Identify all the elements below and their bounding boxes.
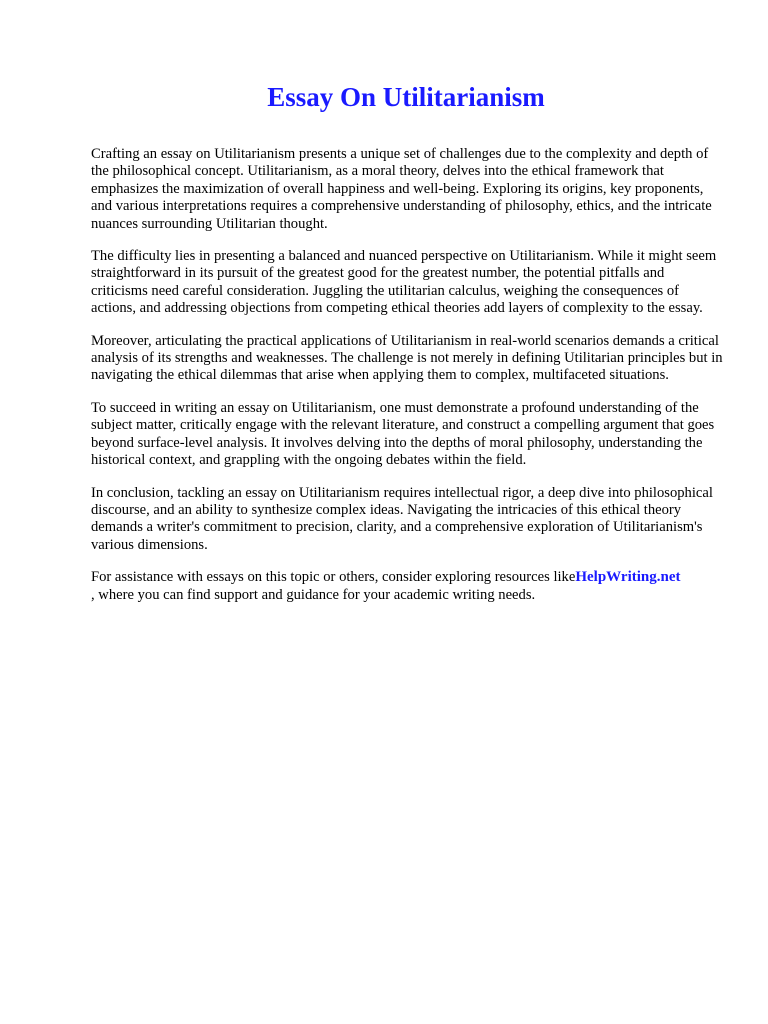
paragraph-difficulty: The difficulty lies in presenting a balanced and nuanced perspective on Utilitarianism. While it might seem straightforward in its pursuit of the greatest good for the greatest number, the potential pitfalls and criticisms need careful consideration. Juggling the utilitarian calculus, weighing the consequences of actions, and addressing objections from competing ethical theories add layers of complexity to the essay. (91, 248, 717, 317)
paragraph-conclusion: In conclusion, tackling an essay on Utilitarianism requires intellectual rigor, a deep dive into philosophical discourse, and an ability to synthesize complex ideas. Navigating the intricacies of this ethical theory demands a writer's commitment to precision, clarity, and a comprehensive exploration of Utilitarianism's various dimensions. (91, 484, 713, 553)
paragraph-applications: Moreover, articulating the practical applications of Utilitarianism in real-world scenarios demands a critical analysis of its strengths and weaknesses. The challenge is not merely in defining Utilitarian principles but in navigating the ethical dilemmas that arise when applying them to complex, multifaceted situations. (91, 332, 723, 384)
closing-text-after-link: , where you can find support and guidance for your academic writing needs. (91, 586, 536, 603)
document-title: Essay On Utilitarianism (267, 82, 545, 112)
paragraph-success: To succeed in writing an essay on Utilitarianism, one must demonstrate a profound understanding of the subject matter, critically engage with the relevant literature, and construct a compelling argument that goes beyond surface-level analysis. It involves delving into the depths of moral philosophy, understanding the historical context, and grappling with the ongoing debates within the field. (91, 399, 715, 469)
document-body (91, 146, 723, 619)
closing-text-before-link: For assistance with essays on this topic or others, consider exploring resources like (91, 569, 576, 586)
paragraph-intro: Crafting an essay on Utilitarianism presents a unique set of challenges due to the complexity and depth of the philosophical concept. Utilitarianism, as a moral theory, delves into the ethical framework that emphasizes the maximization of overall happiness and well-being. Exploring its origins, key proponents, and various interpretations requires a comprehensive understanding of philosophy, ethics, and the intricate nuances surrounding Utilitarian thought. (91, 146, 712, 232)
helpwriting-link[interactable]: HelpWriting.net (575, 569, 681, 586)
paragraph-closing (91, 569, 723, 604)
